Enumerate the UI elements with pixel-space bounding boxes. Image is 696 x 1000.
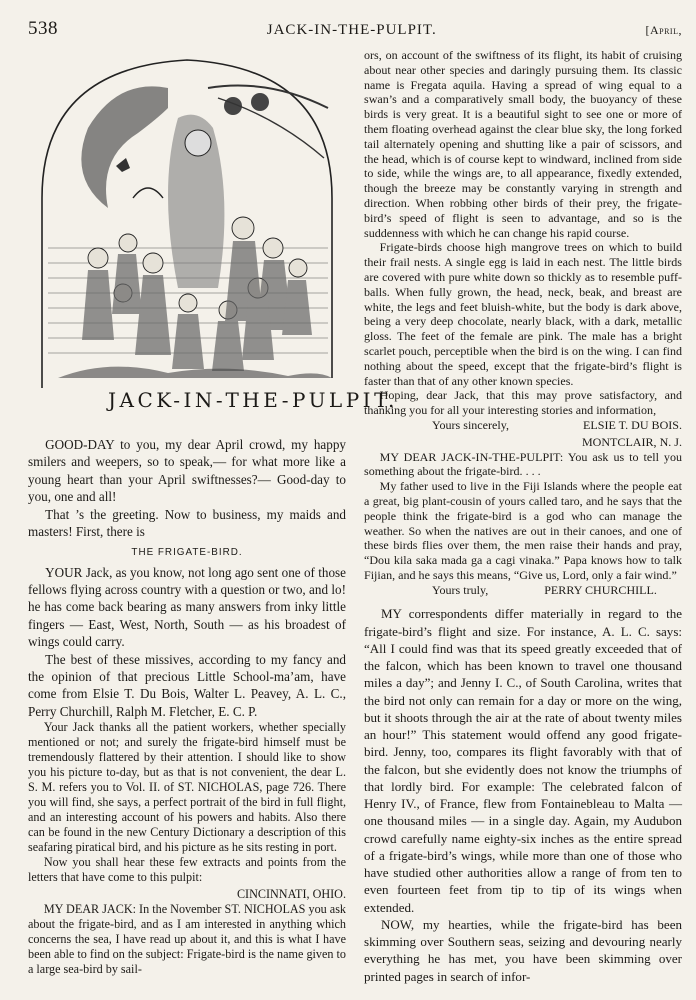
commentary-paragraph-1: MY correspondents differ materially in regard to the frigate-bird’s flight and size. For instance, A. L. C. says: “All I could find was that its speed greatly exceeded that of the falcon, which has been known to travel one thousand miles a day”; and Jenny I. C., of South Carolina, writes that the bird not only can remain for a day or more on the wing, but it shoots through the air at the rate of about twenty miles an hour!” This statement would offend any good frigate-bird. Jenny, too, compares its flight favorably with that of the falcon, but she evidently does not know the triumphs of that lordly bird. For example: The celebrated falcon of Henry IV., of France, flew from Fontainebleau to Malta — one thousand miles — in a single day. Again, my Audubon crowd carefully name eighty-six inches as the entire spread of a frigate-bird’s wings, while more than one of those who have studied other authorities allow a range of from ten to even fourteen feet from tip to tip of its wings when extended.	[364, 606, 682, 915]
commentary-paragraph-2: NOW, my hearties, while the frigate-bird has been skimming over Southern seas, seizing and devouring nearly everything he has met, you have been skimming over printed pages in search of infor-	[364, 916, 682, 984]
letter-2-salutation: MY DEAR JACK-IN-THE-PULPIT: You ask us to tell you something about the frigate-bird. . . .	[364, 449, 682, 479]
letter-1-closing: Yours sincerely,	[432, 417, 509, 432]
body-paragraph-2: The best of these missives, according to my fancy and the opinion of that precious Little School-ma’am, have come from Elsie T. Du Bois, Walter L. Peavey, A. L. C., Perry Churchill, Ralph M. Fletcher, E. C. P.	[28, 651, 346, 719]
letter-1-signoff	[364, 418, 682, 433]
letter-2-body: My father used to live in the Fiji Islands where the people eat a great, big plant-cousin of yours called taro, and he says that the people think the frigate-bird is a god who can manage the weather. So when the natives are out in their canoes, and one of these birds flies over them, the men raise their hands and pray, “Dou kila saka mada ga a cagi vinaka.” Papa knows how to talk Fijian, and he says this means, “Give us, Lord, only a fair wind.”	[364, 479, 682, 582]
letter-2-closing: Yours truly,	[432, 582, 489, 597]
engraving-drawing	[28, 48, 346, 388]
letter-1-hoping: Hoping, dear Jack, that this may prove satisfactory, and thanking you for all your interesting stories and information,	[364, 388, 682, 418]
opening-paragraph-2: That ’s the greeting. Now to business, my maids and masters! First, there is	[28, 506, 346, 540]
letter-1-signature: ELSIE T. DU BOIS.	[583, 417, 682, 432]
page-number: 538	[28, 18, 58, 39]
section-subhead: THE FRIGATE-BIRD.	[131, 546, 243, 558]
letter-2-place: MONTCLAIR, N. J.	[581, 434, 682, 449]
body-paragraph-4: Now you shall hear these few extracts and points from the letters that have come to this pulpit:	[28, 854, 346, 884]
body-paragraph-3: Your Jack thanks all the patient workers, whether specially mentioned or not; and surely the frigate-bird himself must be tremendously flattered by their attention. I should like to show you his picture to-day, but as that is not convenient, the dear L. S. M. refers you to Vol. II. of ST. NICHOLAS, page 726. There you will find, she says, a perfect portrait of the bird in full flight, and an interesting account of his powers and habits. Also there can be found in the new Century Dictionary a description of this seafaring piratical bird, and his picture as he sits resting in port.	[28, 720, 346, 854]
issue-month: [April,	[645, 23, 682, 37]
department-title: JACK-IN-THE-PULPIT.	[108, 388, 398, 412]
letter-1-nests: Frigate-birds choose high mangrove trees on which to build their frail nests. A single egg is laid in each nest. The little birds are covered with pure white down so thickly as to resemble puff-balls. When fully grown, the head, neck, beak, and breast are white, the legs and feet bluish-white, but the body is dark above, being a very deep chocolate, nearly black, with a dark, metallic gloss. The feet of the female are pink. The male has a bright scarlet pouch, perceptible when the bird is on the wing. I can find nothing about the speed, except that the frigate-bird’s flight is faster than that of any other known species.	[364, 240, 682, 388]
letter-2-signoff	[364, 583, 682, 598]
right-column	[364, 48, 682, 985]
page-header	[28, 18, 682, 40]
letter-1-opening: MY DEAR JACK: In the November ST. NICHOLAS you ask about the frigate-bird, and as I am interested in anything which concerns the sea, I have read up about it, and this is what I have been able to find on the subject: Frigate-bird is the name given to a large sea-bird by sail-	[28, 901, 346, 976]
letter-1-continuation: ors, on account of the swiftness of its flight, its habit of cruising about near other species and daringly pursuing them. Its classic name is Fregata aquila. Having a spread of wing equal to a swan’s and a comparatively small body, the buoyancy of these birds is very great. It is a beautiful sight to see one or more of them floating overhead against the clear blue sky, the long forked tail alternately opening and shutting like a pair of scissors, and the head, which is of course kept to windward, inclined from side to side, while the wings are, to all appearance, fixedly extended, though the breeze may be constantly varying in strength and direction. When robbing other birds of their prey, the frigate-bird’s speed of flight is seen to advantage, and so is the suddenness with which he can change his rapid course.	[364, 48, 682, 240]
running-title: JACK-IN-THE-PULPIT.	[266, 22, 437, 38]
opening-paragraph-1: GOOD-DAY to you, my dear April crowd, my happy smilers and weepers, so to speak,— for what more like a young heart than your April swiftnesses?— Good-day to you, one and all!	[28, 437, 346, 505]
body-paragraph-1: YOUR Jack, as you know, not long ago sent one of those fellows flying across country with a question or two, and lo! he has come back bearing as many answers from inky little fingers — East, West, North, South — as his broadest of wings could carry.	[28, 564, 346, 650]
letter-2-signature: PERRY CHURCHILL.	[544, 582, 657, 597]
letter-1-place: CINCINNATI, OHIO.	[236, 886, 346, 901]
jack-in-the-pulpit-illustration	[28, 48, 398, 420]
left-column	[28, 436, 346, 977]
